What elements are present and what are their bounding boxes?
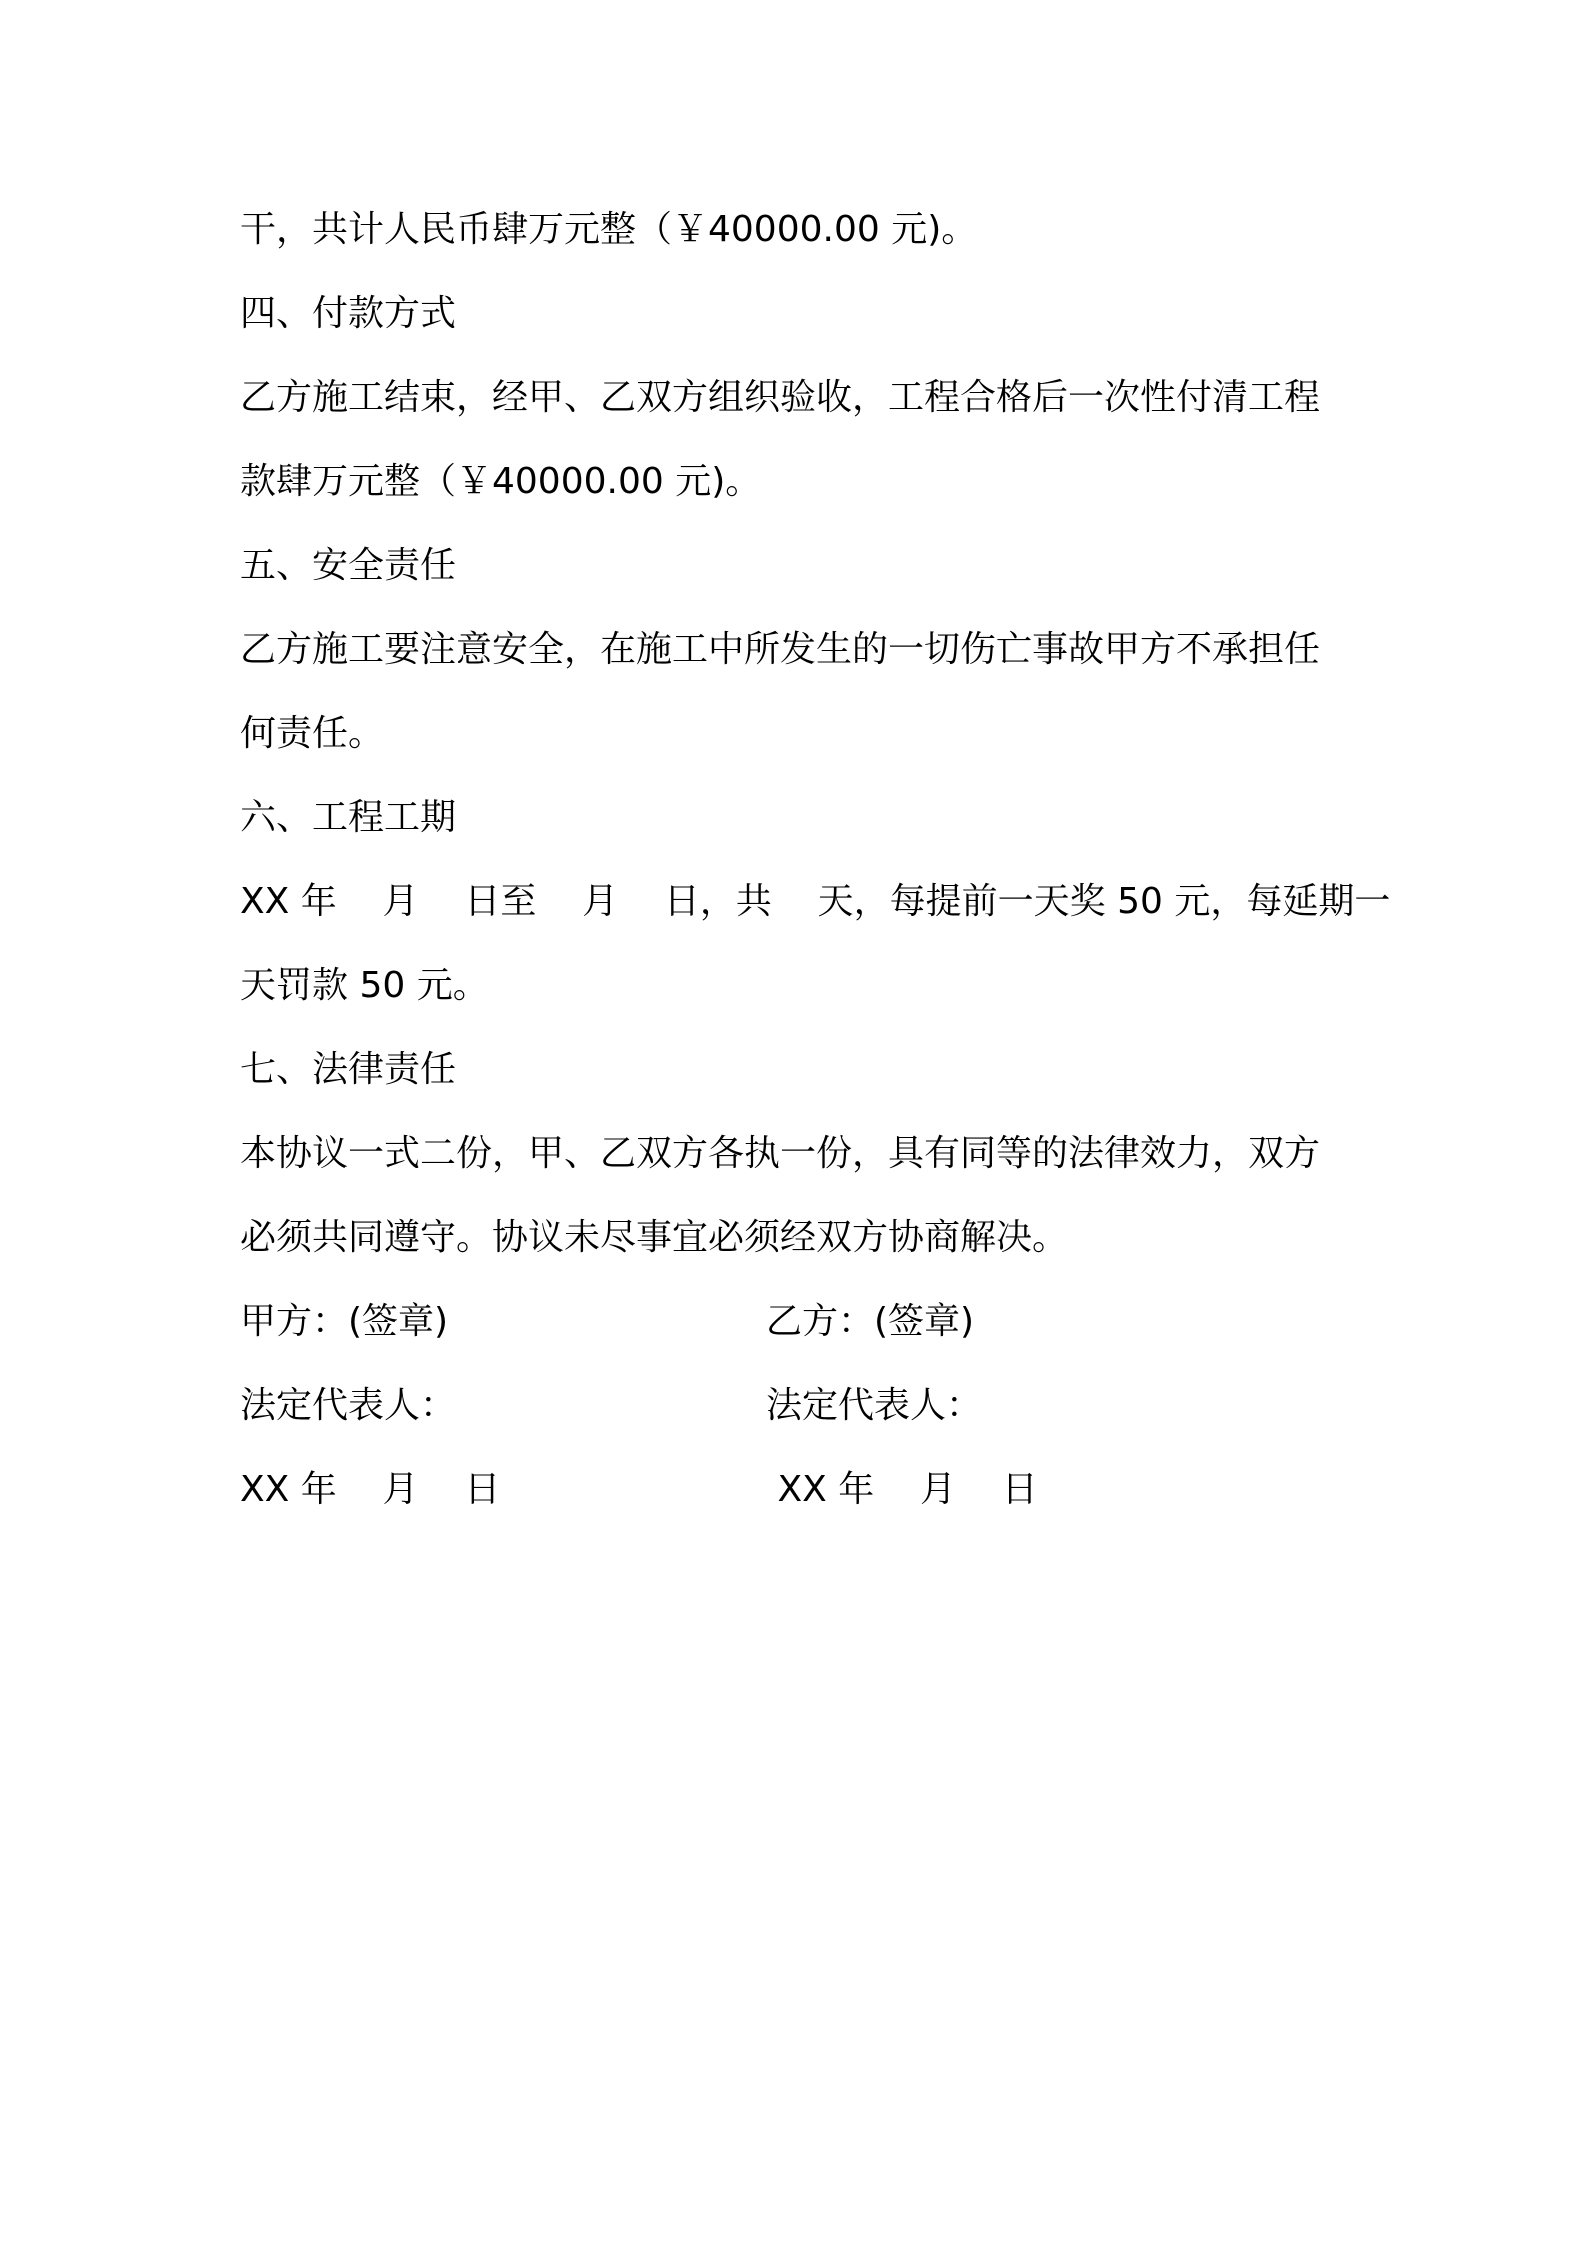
section-heading-payment: 四、付款方式 [240,293,457,334]
schedule-text-line-1: XX 年 月 日至 月 日，共 天，每提前一天奖 50 元，每延期一 [240,881,1391,922]
schedule-text-line-2: 天罚款 50 元。 [240,965,489,1006]
safety-text-line-1: 乙方施工要注意安全，在施工中所发生的一切伤亡事故甲方不承担任 [240,629,1321,670]
payment-text-line-2: 款肆万元整（￥40000.00 元)。 [240,461,762,502]
clause-3-continuation: 干，共计人民币肆万元整（￥40000.00 元)。 [240,209,978,250]
safety-text-line-2: 何责任。 [240,713,385,754]
section-heading-legal: 七、法律责任 [240,1049,457,1090]
legal-text-line-2: 必须共同遵守。协议未尽事宜必须经双方协商解决。 [240,1217,1069,1258]
signature-representative-row [240,1382,1360,1430]
legal-text-line-1: 本协议一式二份，甲、乙双方各执一份，具有同等的法律效力，双方 [240,1133,1321,1174]
section-heading-safety: 五、安全责任 [240,545,457,586]
payment-text-line-1: 乙方施工结束，经甲、乙双方组织验收，工程合格后一次性付清工程 [240,377,1321,418]
party-b-date: XX 年 月 日 [766,1469,1038,1510]
signature-seal-row [240,1298,1360,1346]
party-b-representative: 法定代表人： [766,1385,983,1426]
party-a-date: XX 年 月 日 [240,1469,501,1510]
party-a-representative: 法定代表人： [240,1385,457,1426]
signature-date-row [240,1466,1360,1514]
party-a-seal: 甲方：(签章) [240,1301,449,1342]
party-b-seal: 乙方：(签章) [766,1301,975,1342]
section-heading-schedule: 六、工程工期 [240,797,457,838]
